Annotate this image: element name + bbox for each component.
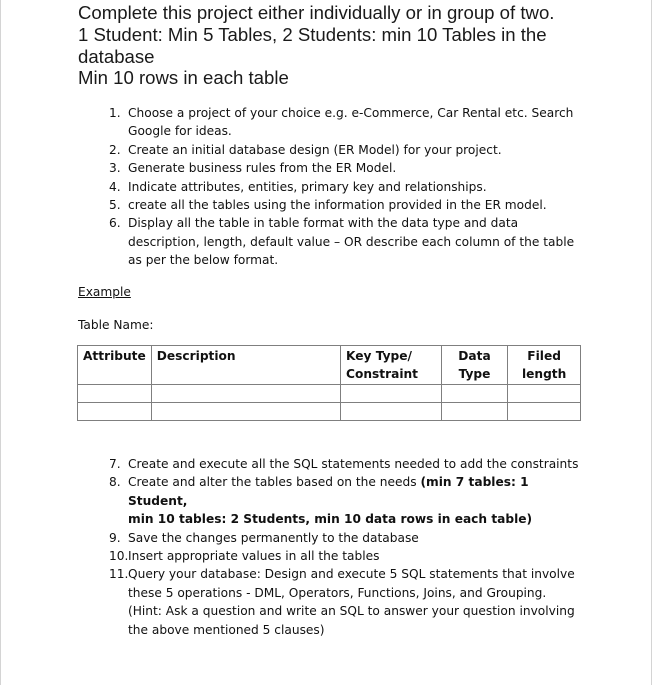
item-number: 8. — [109, 475, 121, 490]
heading-line: 1 Student: Min 5 Tables, 2 Students: min 10 Tables in the — [78, 23, 547, 45]
list-item — [109, 455, 579, 473]
item-text: Generate business rules from the ER Model. — [128, 161, 397, 176]
item-number: 2. — [109, 142, 121, 157]
header-text: Data — [458, 349, 491, 363]
item-text: Create an initial database design (ER Model) for your project. — [128, 142, 502, 157]
item-text — [128, 510, 579, 528]
header-text: length — [521, 367, 567, 382]
item-text: the above mentioned 5 clauses) — [128, 622, 325, 637]
heading-line: Complete this project either individually or in group of two. — [78, 2, 555, 23]
item-number: 11. — [109, 567, 129, 582]
item-number: 9. — [109, 530, 121, 545]
heading-line: database — [78, 45, 155, 67]
item-text: Display all the table in table format with the data type and data — [128, 216, 519, 231]
list-item — [109, 196, 579, 214]
header-text: Attribute — [83, 349, 146, 363]
header-text: Constraint — [346, 367, 419, 382]
table-cell — [78, 402, 152, 420]
item-text: Choose a project of your choice e.g. e-Commerce, Car Rental etc. Search — [128, 106, 574, 120]
list-item — [109, 178, 579, 196]
item-number: 3. — [109, 161, 121, 176]
table-cell — [441, 402, 508, 420]
item-text: these 5 operations - DML, Operators, Functions, Joins, and Grouping. — [128, 585, 547, 600]
column-header-attribute — [78, 346, 152, 385]
item-text: (Hint: Ask a question and write an SQL to answer your question involving — [128, 604, 575, 619]
column-header-description — [151, 346, 340, 385]
column-header-data-type — [441, 346, 508, 385]
table-cell — [151, 402, 340, 420]
item-text-bold: min 10 tables: 2 Students, min 10 data rows in each table) — [128, 512, 533, 527]
table-cell — [508, 384, 581, 402]
table-row — [78, 384, 581, 402]
table-cell — [441, 384, 508, 402]
heading-line: Min 10 rows in each table — [78, 67, 289, 89]
list-item — [109, 104, 579, 141]
item-number: 10. — [109, 549, 129, 564]
item-text: Save the changes permanently to the database — [128, 530, 419, 545]
table-header-row — [78, 346, 581, 385]
header-text: Filed — [527, 349, 561, 363]
header-text: Key Type/ — [346, 349, 412, 363]
list-item — [109, 565, 579, 639]
example-label: Example — [78, 285, 131, 299]
table-cell — [508, 402, 581, 420]
item-text: create all the tables using the information provided in the ER model. — [128, 198, 547, 213]
item-text-plain: Create and alter the tables based on the needs — [128, 475, 421, 490]
item-number: 5. — [109, 198, 121, 213]
task-list-part2 — [109, 455, 579, 639]
item-number: 4. — [109, 179, 121, 194]
item-number: 6. — [109, 216, 121, 231]
item-text: Query your database: Design and execute 5 SQL statements that involve — [128, 567, 575, 582]
header-text: Description — [156, 349, 236, 363]
assignment-heading — [78, 2, 598, 89]
table-cell — [151, 384, 340, 402]
column-header-field-length — [508, 346, 581, 385]
table-cell — [78, 384, 152, 402]
table-row — [78, 402, 581, 420]
schema-table — [77, 345, 581, 421]
item-text: Google for ideas. — [128, 124, 232, 139]
table-cell — [341, 402, 442, 420]
header-text: Type — [458, 367, 491, 382]
table-cell — [341, 384, 442, 402]
table-name-label: Table Name: — [78, 318, 154, 332]
item-text: Indicate attributes, entities, primary key and relationships. — [128, 179, 487, 194]
item-text: Insert appropriate values in all the tables — [128, 549, 380, 564]
item-text: description, length, default value – OR describe each column of the table — [128, 234, 575, 249]
list-item — [109, 529, 579, 547]
task-list-part1 — [109, 104, 579, 270]
item-text — [128, 473, 579, 510]
list-item — [109, 473, 579, 528]
item-number: 7. — [109, 457, 121, 471]
item-text: Create and execute all the SQL statements needed to add the constraints — [128, 457, 579, 471]
item-text: as per the below format. — [128, 253, 279, 268]
item-text-bold: (min 7 tables: 1 Student, — [128, 475, 529, 508]
list-item — [109, 214, 579, 269]
list-item — [109, 159, 579, 177]
list-item — [109, 547, 579, 565]
column-header-key-type — [341, 346, 442, 385]
list-item — [109, 141, 579, 159]
item-number: 1. — [109, 106, 121, 120]
